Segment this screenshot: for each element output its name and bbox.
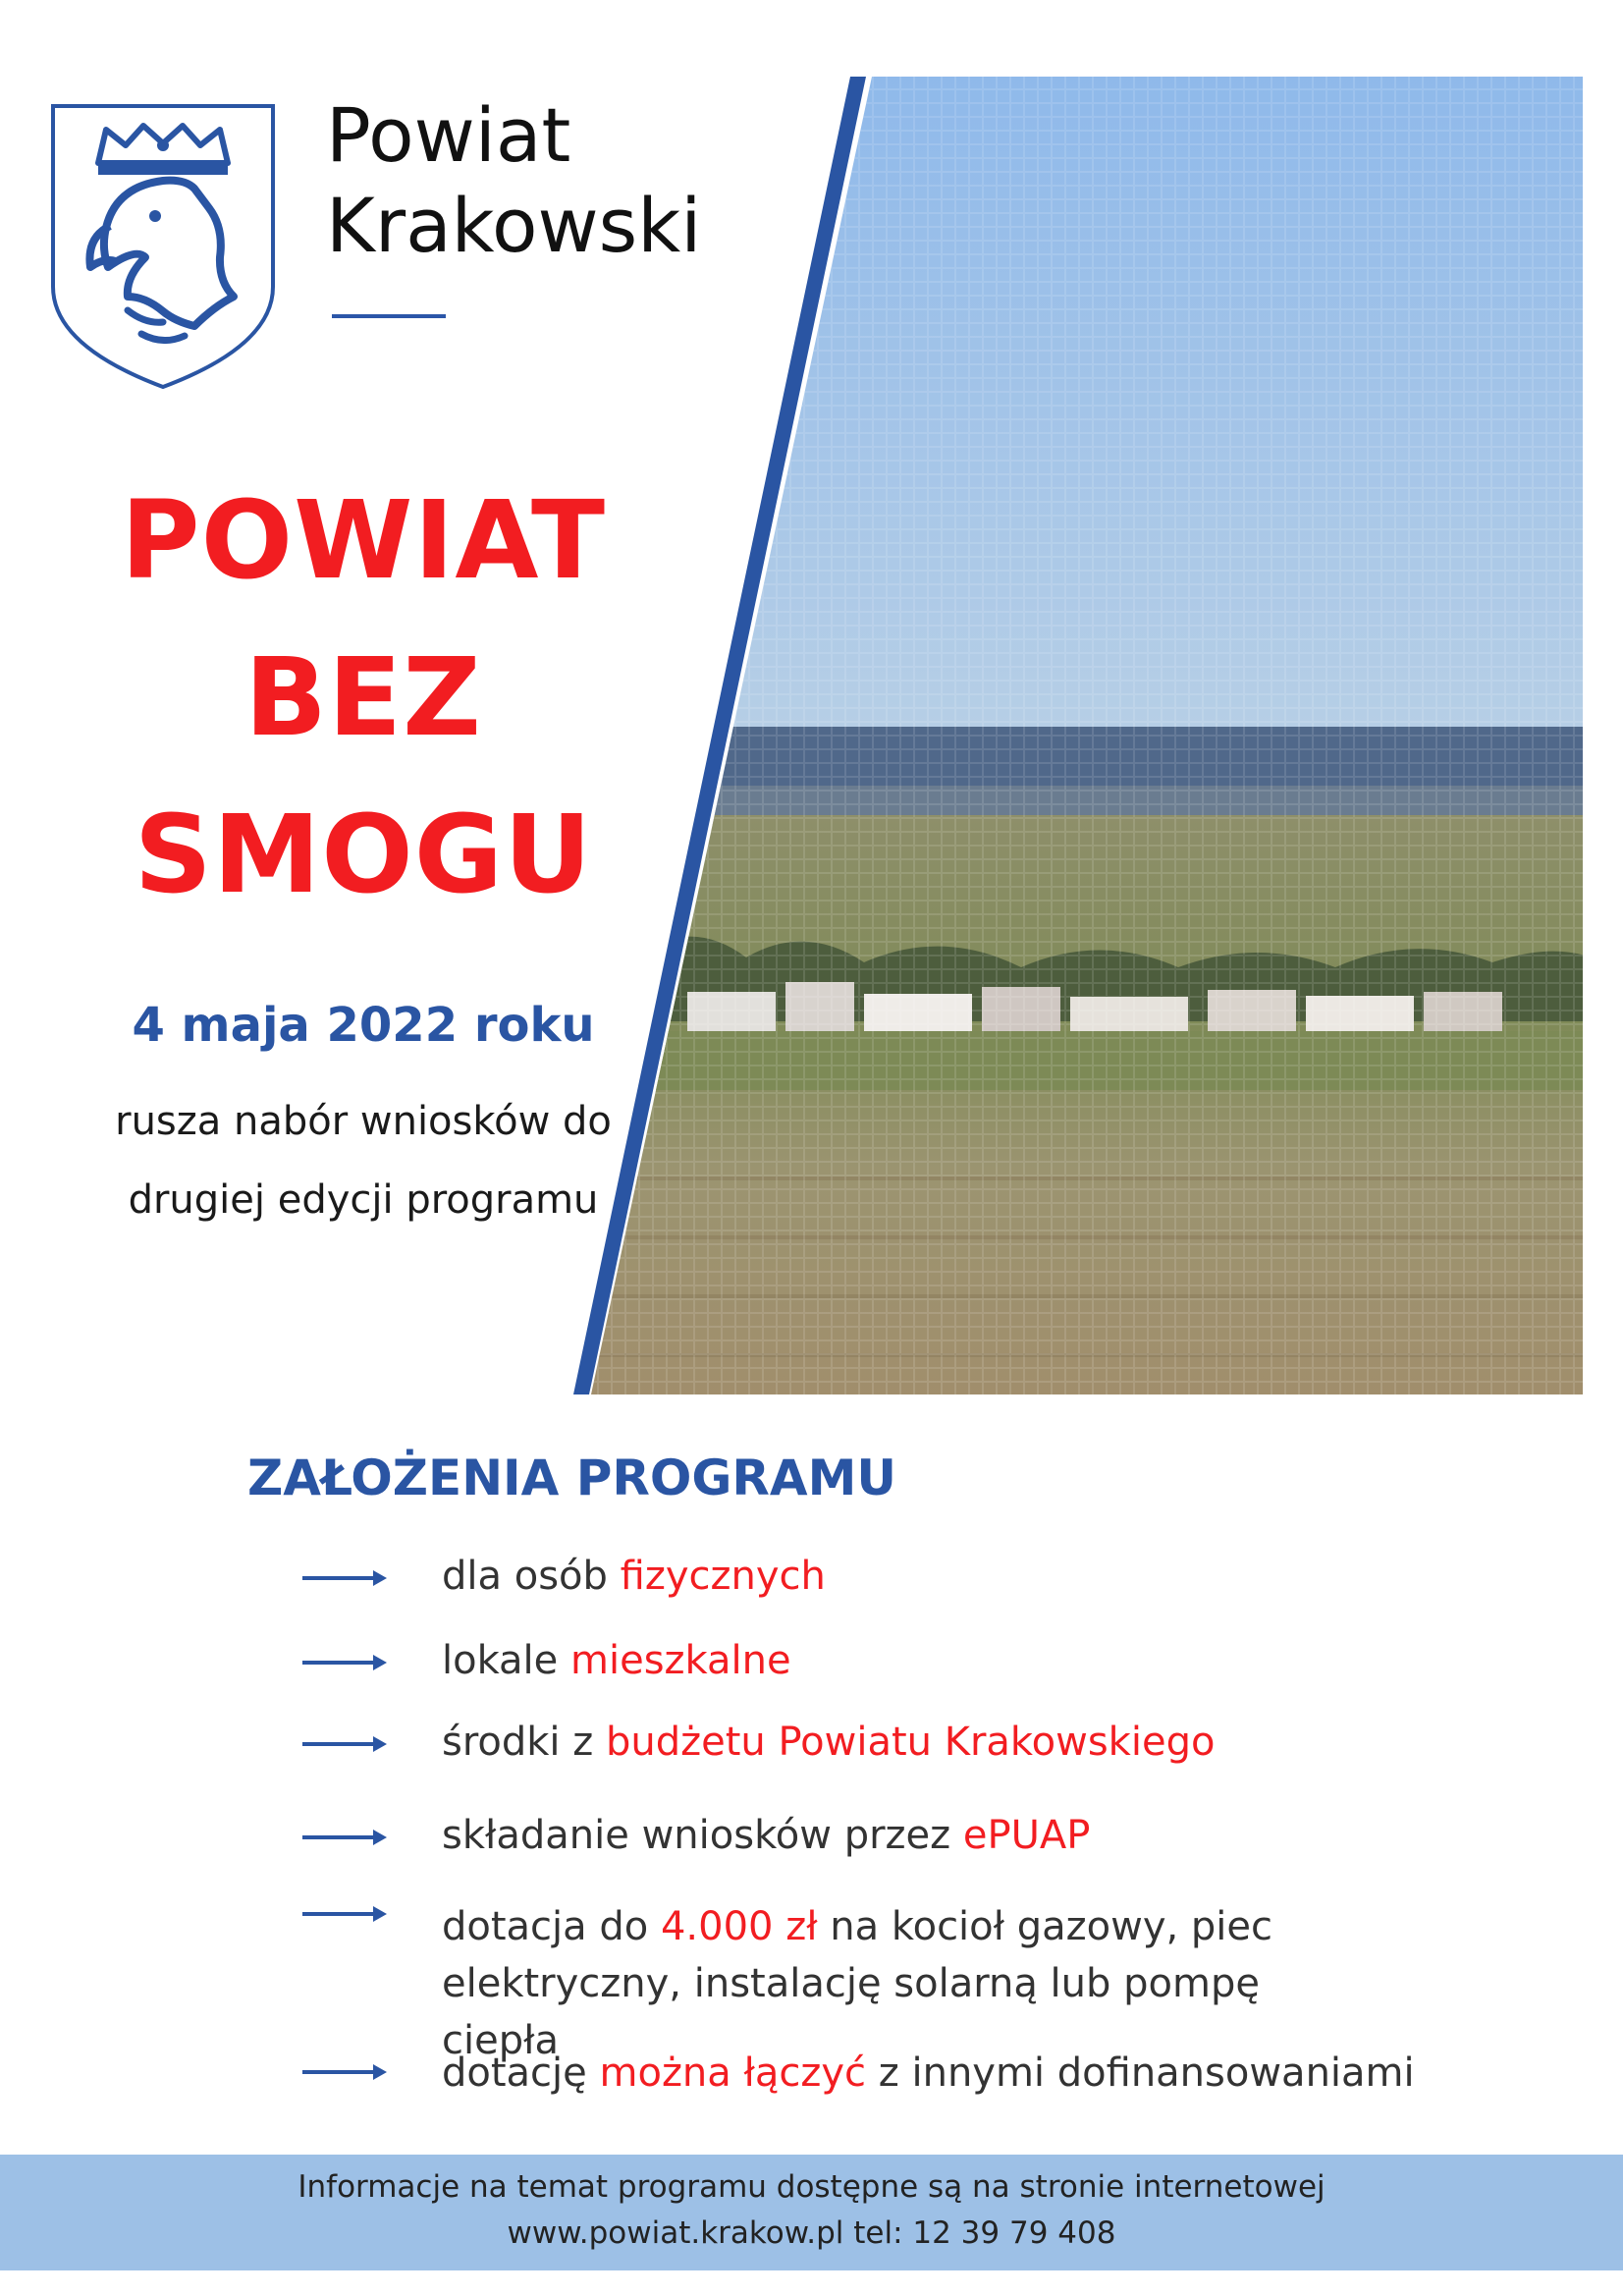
- feature-text-plain: lokale: [442, 1638, 570, 1683]
- feature-text-plain: składanie wniosków przez: [442, 1813, 963, 1858]
- feature-text: [442, 1548, 1483, 1605]
- footer-info: [0, 2155, 1623, 2270]
- start-date: 4 maja 2022 roku: [132, 998, 595, 1053]
- arrow-right-icon: [300, 1651, 389, 1674]
- feature-text-plain: środki z: [442, 1720, 606, 1765]
- subtitle-line2: drugiej edycji programu: [128, 1177, 599, 1223]
- arrow-right-icon: [300, 1826, 389, 1849]
- org-name-line2: Krakowski: [326, 182, 702, 269]
- arrow-right-icon: [300, 1902, 389, 1926]
- feature-text-highlight: 4.000 zł: [660, 1904, 818, 1949]
- footer-contact-line: www.powiat.krakow.pl tel: 12 39 79 408: [507, 2215, 1116, 2251]
- subtitle: [29, 1082, 697, 1239]
- feature-text-highlight: fizycznych: [620, 1554, 826, 1599]
- org-name: [326, 90, 701, 271]
- subtitle-line1: rusza nabór wniosków do: [115, 1099, 612, 1144]
- feature-text-plain: dotacja do: [442, 1904, 661, 1949]
- feature-text-plain: dotację: [442, 2050, 600, 2096]
- feature-text-highlight: budżetu Powiatu Krakowskiego: [605, 1720, 1216, 1765]
- footer-info-line: Informacje na temat programu dostępne są na stronie internetowej: [298, 2169, 1325, 2205]
- arrow-right-icon: [300, 1566, 389, 1590]
- feature-text-highlight: ePUAP: [962, 1813, 1091, 1858]
- headline-line3: SMOGU: [134, 792, 593, 917]
- feature-text-rest: na kocioł gazowy, piec elektryczny, instalację solarną lub pompę ciepła: [442, 1904, 1273, 2063]
- headline-line1: POWIAT: [120, 477, 607, 603]
- crest-eagle-crown-icon: [47, 100, 279, 395]
- headline: [59, 462, 668, 933]
- arrow-right-icon: [300, 1732, 389, 1756]
- feature-text-highlight: mieszkalne: [570, 1638, 791, 1683]
- section-title: ZAŁOŻENIA PROGRAMU: [247, 1449, 896, 1506]
- arrow-right-icon: [300, 2060, 389, 2084]
- feature-text-rest: z innymi dofinansowaniami: [866, 2050, 1415, 2096]
- org-name-underline: [332, 314, 446, 318]
- feature-text: [442, 2045, 1483, 2102]
- feature-text: [442, 1714, 1483, 1771]
- org-name-line1: Powiat: [326, 91, 571, 179]
- headline-line2: BEZ: [244, 634, 482, 760]
- feature-text: [442, 1898, 1384, 2069]
- feature-text: [442, 1632, 1483, 1689]
- feature-text: [442, 1807, 1483, 1864]
- feature-text-highlight: można łączyć: [599, 2050, 867, 2096]
- feature-text-plain: dla osób: [442, 1554, 621, 1599]
